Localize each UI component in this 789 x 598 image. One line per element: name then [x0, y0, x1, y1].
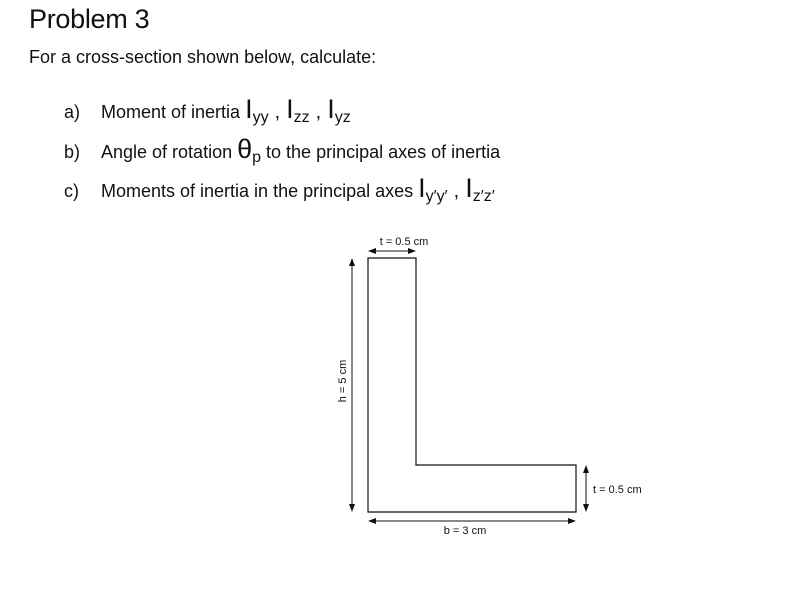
task-a-separator-2: ,	[315, 101, 322, 123]
task-a-letter: a)	[64, 102, 81, 122]
task-a-symbol-iyz: I	[327, 94, 335, 124]
task-c-separator: ,	[453, 180, 460, 202]
l-shape-section	[368, 258, 576, 512]
task-c-sub-iyy-prime: y′y′	[425, 188, 448, 205]
task-a-sub-izz: zz	[293, 109, 310, 126]
task-a-symbol-izz: I	[286, 94, 294, 124]
task-c-sub-izz-prime: z′z′	[472, 188, 495, 205]
task-a-sub-iyz: yz	[334, 109, 351, 126]
problem-title: Problem 3	[29, 4, 150, 34]
task-a-sub-iyy: yy	[252, 109, 269, 126]
task-c-text: Moments of inertia in the principal axes	[101, 181, 414, 201]
height-label: h = 5 cm	[337, 359, 349, 403]
task-b-theta-symbol: θ	[237, 134, 253, 164]
task-a-text: Moment of inertia	[101, 102, 241, 122]
task-a-symbol-iyy: I	[245, 94, 253, 124]
task-c-symbol-izz-prime: I	[465, 173, 473, 203]
task-b-text-after: to the principal axes of inertia	[266, 142, 501, 162]
side-thickness-label: t = 0.5 cm	[593, 484, 642, 496]
base-label: b = 3 cm	[443, 525, 487, 537]
task-b-text-before: Angle of rotation	[101, 142, 233, 162]
problem-intro: For a cross-section shown below, calculate:	[29, 47, 377, 67]
task-c-symbol-iyy-prime: I	[418, 173, 426, 203]
top-thickness-label: t = 0.5 cm	[379, 236, 429, 248]
task-b-letter: b)	[64, 142, 81, 162]
task-c-letter: c)	[64, 181, 79, 201]
task-a-separator-1: ,	[274, 101, 281, 123]
task-b-theta-sub: p	[252, 149, 262, 166]
